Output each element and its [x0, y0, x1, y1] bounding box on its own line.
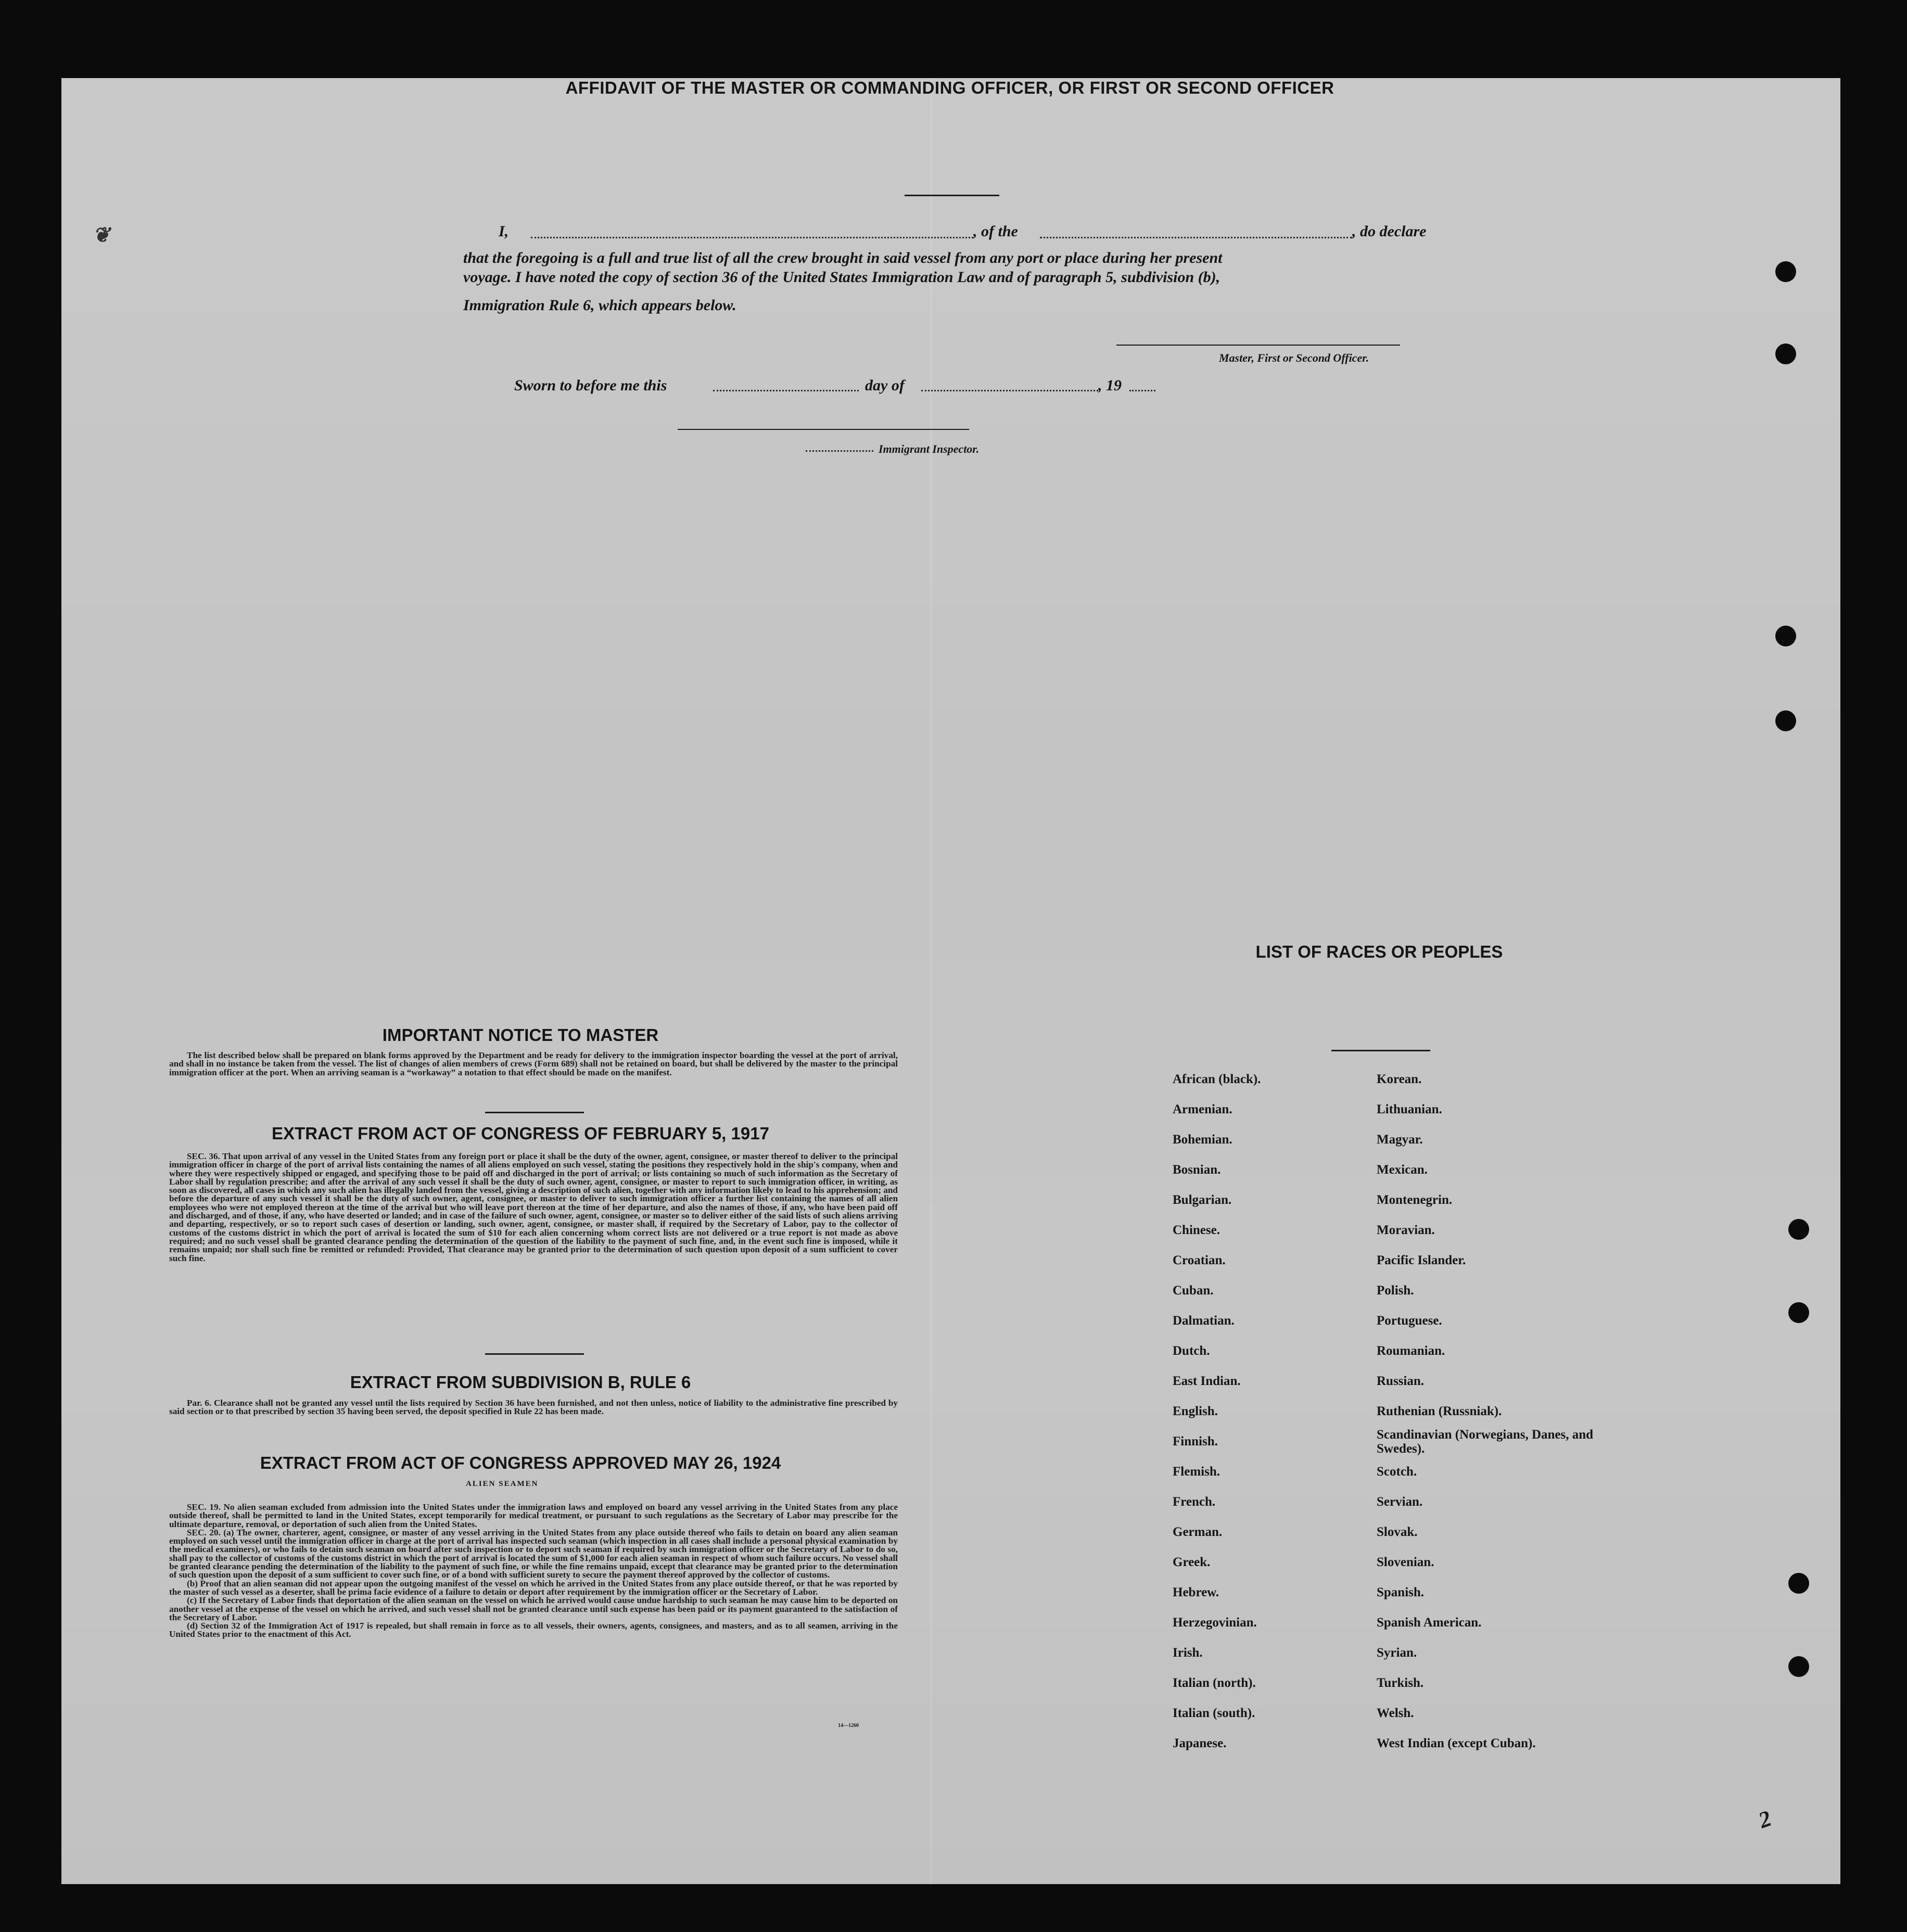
race-item: Syrian. — [1377, 1646, 1417, 1660]
affidavit-line-2: that the foregoing is a full and true list of all the crew brought in said vessel from any port or place during her present — [463, 249, 1223, 266]
extract-1924-paragraph-5: (d) Section 32 of the Immigration Act of 1917 is repealed, but shall remain in force as to all vessels, their owners, agents, consignees, and masters, and as to all seamen, arriving in the United States prior to the enactment of this Act. — [169, 1621, 898, 1639]
master-signature-label: Master, First or Second Officer. — [1219, 351, 1369, 364]
race-item: Italian (south). — [1173, 1706, 1255, 1720]
race-item: West Indian (except Cuban). — [1377, 1736, 1536, 1750]
punch-hole — [1788, 1302, 1809, 1323]
race-item: German. — [1173, 1525, 1223, 1539]
punch-hole — [1775, 710, 1796, 731]
form-code: 14—1260 — [838, 1723, 859, 1728]
extract-1917-paragraph: SEC. 36. That upon arrival of any vessel in the United States from any foreign port or place it shall be the duty of the owner, agent, consignee, or master thereof to deliver to the principal immigration officer in charge of the port of arrival lists containing the names of all aliens employed on such vessel, stating the positions they respectively hold in the ship's company, when and where they were respectively shipped or engaged, and specifying those to be paid off and discharged in the port of arrival; or lists containing so much of such information as the Secretary of Labor shall by regulation prescribe; and after the arrival of any such vessel it shall be the duty of such owner, agent, consignee, or master to report to such immigration officer, in writing, as soon as discovered, all cases in which any such alien has illegally landed from the vessel, giving a description of such alien, together with any information likely to lead to his apprehension; and before the departure of any such vessel it shall be the duty of such owner, agent, consignee, or master to deliver to such immigration officer a further list containing the names of all alien employees who were not employed thereon at the time of the arrival but who will leave port thereon at the time of her departure, and also the names of those, if any, who have been paid off and discharged, and of those, if any, who have deserted or landed; and in case of the failure of such owner, agent, consignee, or master so to deliver either of the said lists of such aliens arriving and departing, respectively, or so to report such cases of desertion or landing, such owner, agent, consignee, or master shall, if required by the Secretary of Labor, pay to the collector of customs of the customs district in which the port of arrival is located the sum of $10 for each alien concerning whom correct lists are not delivered or a true report is not made as above required; and no such vessel shall be granted clearance pending the determination of the question of the liability to the payment of such fine, and, in the event such fine is imposed, while it remains unpaid; nor shall such fine be remitted or refunded: Provided, That clearance may be granted prior to the determination of such question upon deposit of a sum sufficient to cover such fine. — [169, 1151, 898, 1263]
extract-rule6-title: EXTRACT FROM SUBDIVISION B, RULE 6 — [350, 1372, 691, 1392]
races-title: LIST OF RACES OR PEOPLES — [1255, 942, 1503, 961]
inspector-dots — [806, 447, 873, 452]
race-item: Italian (north). — [1173, 1676, 1256, 1690]
declarant-name-field[interactable] — [531, 227, 973, 238]
race-item: Montenegrin. — [1377, 1193, 1453, 1207]
alien-seamen-subtitle: ALIEN SEAMEN — [466, 1480, 539, 1488]
extract-1917-body — [169, 1152, 898, 1263]
extract-rule6-paragraph: Par. 6. Clearance shall not be granted any vessel until the lists required by Section 36 have been furnished, and not then unless, notice of liability to the administrative fine prescribed by said section or to that prescribed by section 35 having been served, the deposit specified in Rule 22 has been made. — [169, 1398, 898, 1417]
race-item: Dutch. — [1173, 1344, 1210, 1358]
race-item: Dalmatian. — [1173, 1314, 1235, 1328]
race-item: French. — [1173, 1495, 1216, 1509]
fold-line — [931, 78, 932, 1884]
punch-hole — [1775, 344, 1796, 364]
race-item: Finnish. — [1173, 1434, 1218, 1448]
extract-1924-paragraph-2: SEC. 20. (a) The owner, charterer, agent, consignee, or master of any vessel arriving in the United States from any place outside thereof who fails to detain on board any alien seaman employed on such vessel until the immigration officer in charge at the port of arrival has inspected such seaman (which inspection in all cases shall include a personal physical examination by the medical examiners), or who fails to detain such seaman on board after such inspection or to deport such seaman if required by such immigration officer or the Secretary of Labor to do so, shall pay to the collector of customs of the customs district in which the port of arrival is located the sum of $1,000 for each alien seaman in respect of whom such failure occurs. No vessel shall be granted clearance pending the determination of the liability to the payment of such fine, or while the fine remains unpaid, except that clearance may be granted prior to the determination of such question upon the deposit of a sum sufficient to cover such fine, or of a bond with sufficient surety to secure the payment thereof approved by the collector of customs. — [169, 1527, 898, 1580]
race-item: Slovenian. — [1377, 1555, 1434, 1569]
race-item: Lithuanian. — [1377, 1102, 1442, 1116]
race-item: Korean. — [1377, 1072, 1422, 1086]
race-item: Magyar. — [1377, 1133, 1423, 1147]
handwritten-page-number: 2 — [1755, 1805, 1775, 1834]
race-item: Chinese. — [1173, 1223, 1220, 1237]
extract-1917-title: EXTRACT FROM ACT OF CONGRESS OF FEBRUARY 5, 1917 — [272, 1124, 769, 1143]
affidavit-line-3: voyage. I have noted the copy of section 36 of the United States Immigration Law and of paragraph 5, subdivision (b), — [463, 269, 1221, 286]
punch-hole — [1788, 1656, 1809, 1677]
race-item: Hebrew. — [1173, 1585, 1219, 1599]
race-item: Spanish American. — [1377, 1616, 1482, 1630]
race-item: Scotch. — [1377, 1465, 1417, 1479]
section-divider — [485, 1353, 584, 1355]
race-item: Bosnian. — [1173, 1163, 1221, 1177]
notice-body — [169, 1051, 898, 1077]
race-item: Servian. — [1377, 1495, 1423, 1509]
race-item: Bulgarian. — [1173, 1193, 1232, 1207]
extract-1924-paragraph-1: SEC. 19. No alien seaman excluded from admission into the United States under the immigration laws and employed on board any vessel arriving in the United States from any place outside thereof, shall be permitted to land in the United States, except temporarily for medical treatment, or pursuant to such regulations as the Secretary of Labor may prescribe for the ultimate departure, removal, or deportation of such alien from the United States. — [169, 1502, 898, 1529]
notice-paragraph: The list described below shall be prepared on blank forms approved by the Department and be ready for delivery to the immigration inspector boarding the vessel at the port of arrival, and shall in no instance be taken from the vessel. The list of changes of alien members of crews (Form 689) shall not be retained on board, but shall be delivered by the master to the principal immigration officer at the port. When an arriving seaman is a “workaway” a notation to that effect should be made on the manifest. — [169, 1050, 898, 1077]
punch-hole — [1788, 1219, 1809, 1240]
race-item: Welsh. — [1377, 1706, 1414, 1720]
extract-1924-title: EXTRACT FROM ACT OF CONGRESS APPROVED MAY 26, 1924 — [260, 1453, 781, 1472]
race-item: Spanish. — [1377, 1585, 1425, 1599]
race-item: Ruthenian (Russniak). — [1377, 1404, 1502, 1418]
sworn-date-field[interactable] — [713, 380, 859, 391]
race-item: Japanese. — [1173, 1736, 1227, 1750]
race-item: Croatian. — [1173, 1253, 1226, 1267]
race-item: Flemish. — [1173, 1465, 1220, 1479]
race-item: Armenian. — [1173, 1102, 1232, 1116]
master-signature-line[interactable] — [1116, 345, 1400, 346]
affidavit-title: AFFIDAVIT OF THE MASTER OR COMMANDING OFFICER, OR FIRST OR SECOND OFFICER — [565, 78, 1334, 97]
inspector-label: Immigrant Inspector. — [879, 442, 980, 455]
race-item: Greek. — [1173, 1555, 1211, 1569]
extract-1924-body — [169, 1503, 898, 1639]
race-item: Russian. — [1377, 1374, 1425, 1388]
year-label: , 19 — [1098, 377, 1122, 394]
races-divider — [1331, 1050, 1430, 1051]
race-item: Pacific Islander. — [1377, 1253, 1466, 1267]
punch-hole — [1775, 626, 1796, 646]
affidavit-line-4: Immigration Rule 6, which appears below. — [463, 297, 736, 314]
day-of-label: day of — [865, 377, 905, 394]
extract-1924-paragraph-4: (c) If the Secretary of Labor finds that deportation of the alien seaman on the vessel on which he arrived would cause undue hardship to such seaman he may cause him to be deported on another vessel at the expense of the vessel on which he arrived, and such vessel shall not be granted clearance until such expense has been paid or its payment guaranteed to the satisfaction of the Secretary of Labor. — [169, 1595, 898, 1622]
title-divider — [905, 195, 999, 196]
race-item: Irish. — [1173, 1646, 1203, 1660]
of-the-label: , of the — [973, 223, 1018, 240]
section-divider — [485, 1112, 584, 1113]
declarant-prefix: I, — [499, 223, 509, 240]
extract-rule6-body — [169, 1399, 898, 1416]
sworn-label: Sworn to before me this — [514, 377, 667, 394]
sworn-year-field[interactable] — [1129, 380, 1155, 391]
do-declare-label: , do declare — [1352, 223, 1427, 240]
punch-hole — [1775, 261, 1796, 282]
race-item: Moravian. — [1377, 1223, 1435, 1237]
race-item: Bohemian. — [1173, 1133, 1232, 1147]
race-item: Portuguese. — [1377, 1314, 1442, 1328]
notice-title: IMPORTANT NOTICE TO MASTER — [382, 1025, 659, 1045]
race-item: Mexican. — [1377, 1163, 1428, 1177]
race-item: Cuban. — [1173, 1283, 1214, 1298]
sworn-month-field[interactable] — [921, 380, 1098, 391]
race-item: Polish. — [1377, 1283, 1414, 1298]
race-item: East Indian. — [1173, 1374, 1241, 1388]
race-item: African (black). — [1173, 1072, 1261, 1086]
race-item: Slovak. — [1377, 1525, 1418, 1539]
race-item: Turkish. — [1377, 1676, 1424, 1690]
race-item: Scandinavian (Norwegians, Danes, and Swedes). — [1377, 1428, 1594, 1456]
race-item: Herzegovinian. — [1173, 1616, 1257, 1630]
extract-1924-paragraph-3: (b) Proof that an alien seaman did not appear upon the outgoing manifest of the vessel on which he arrived in the United States from any place outside thereof, or that he was reported by the master of such vessel as a deserter, shall be prima facie evidence of a failure to detain or deport after requirement by the immigration officer or the Secretary of Labor. — [169, 1578, 898, 1597]
page-annotation-mark: ❦ — [93, 223, 110, 247]
inspector-signature-line[interactable] — [678, 429, 969, 430]
race-item: English. — [1173, 1404, 1218, 1418]
race-item: Roumanian. — [1377, 1344, 1445, 1358]
vessel-name-field[interactable] — [1040, 227, 1352, 238]
punch-hole — [1788, 1573, 1809, 1594]
